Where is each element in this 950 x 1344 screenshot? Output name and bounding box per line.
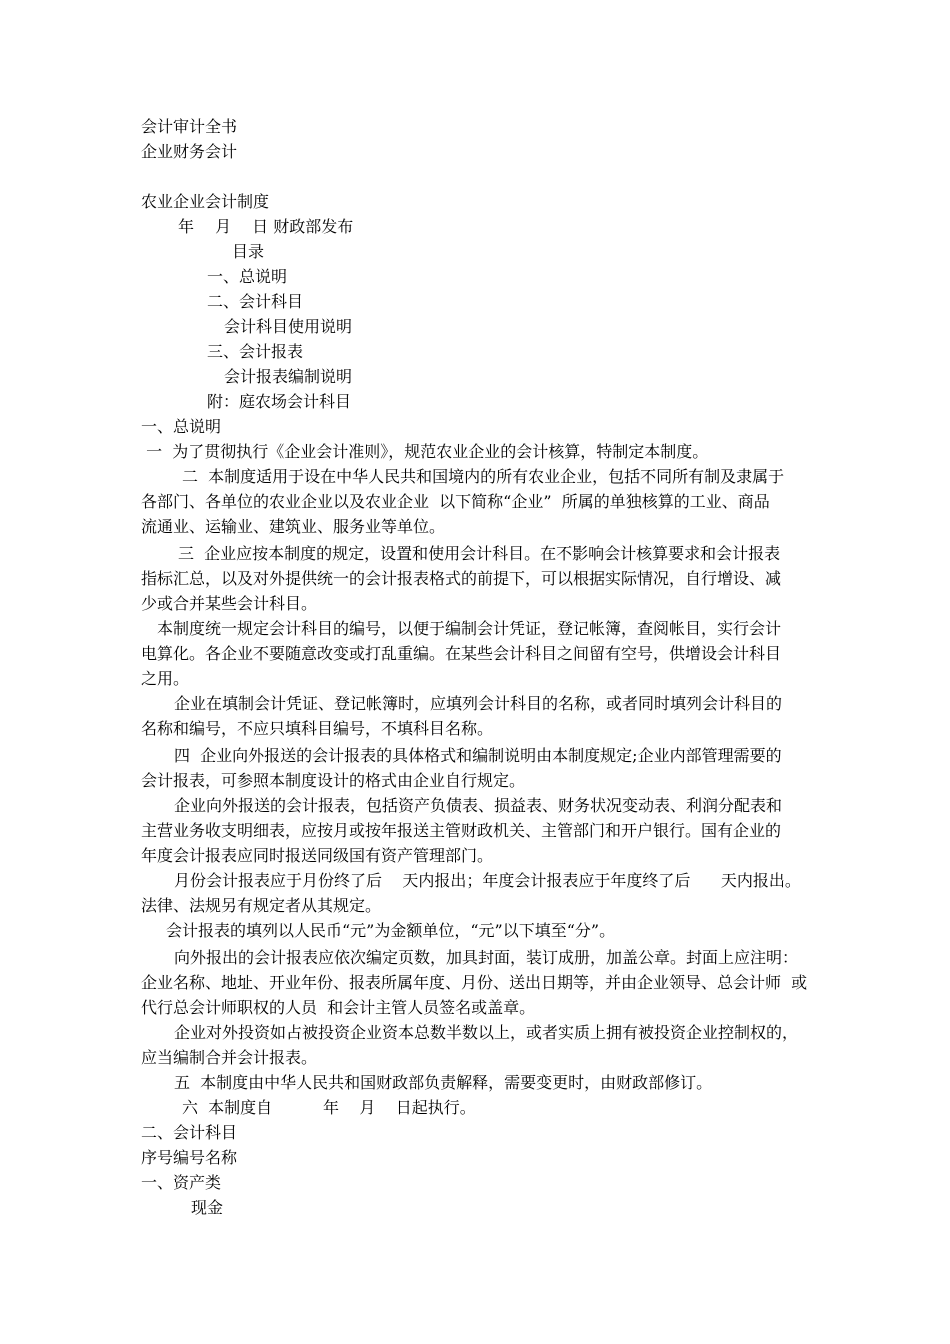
text-line: 二 本制度适用于设在中华人民共和国境内的所有农业企业，包括不同所有制及隶属于 (182, 467, 785, 486)
text-line: 代行总会计师职权的人员 和会计主管人员签名或盖章。 (141, 998, 536, 1017)
category-title: 企业财务会计 (141, 142, 238, 161)
text-line: 会计报表，可参照本制度设计的格式由企业自行规定。 (141, 771, 526, 790)
table-header-line: 序号编号名称 (141, 1148, 238, 1167)
text-line: 年度会计报表应同时报送同级国有资产管理部门。 (141, 846, 494, 865)
section-heading: 一、总说明 (141, 417, 222, 436)
text-line: 之用。 (141, 669, 190, 688)
text-line: 电算化。各企业不要随意改变或打乱重编。在某些会计科目之间留有空号，供增设会计科目 (141, 644, 782, 663)
text-line: 名称和编号，不应只填科目编号，不填科目名称。 (141, 719, 494, 738)
issue-line: 年 月 日 财政部发布 (178, 217, 354, 236)
toc-item: 附：庭农场会计科目 (207, 392, 352, 411)
text-line: 六 本制度自 年 月 日起执行。 (182, 1098, 476, 1117)
text-line: 五 本制度由中华人民共和国财政部负责解释，需要变更时，由财政部修订。 (174, 1073, 713, 1092)
text-line: 会计报表的填列以人民币“元”为金额单位，“元”以下填至“分”。 (166, 921, 616, 940)
text-line: 月份会计报表应于月份终了后 天内报出；年度会计报表应于年度终了后 天内报出。 (174, 871, 801, 890)
text-line: 企业名称、地址、开业年份、报表所属年度、月份、送出日期等，并由企业领导、总会计师 或 (141, 973, 808, 992)
text-line: 流通业、运输业、建筑业、服务业等单位。 (141, 517, 446, 536)
category-line: 一、资产类 (141, 1173, 222, 1192)
toc-item: 会计报表编制说明 (224, 367, 353, 386)
book-title: 会计审计全书 (141, 117, 238, 136)
text-line: 企业对外投资如占被投资企业资本总数半数以上，或者实质上拥有被投资企业控制权的， (174, 1023, 799, 1042)
text-line: 四 企业向外报送的会计报表的具体格式和编制说明由本制度规定;企业内部管理需要的 (174, 746, 782, 765)
text-line: 少或合并某些会计科目。 (141, 594, 318, 613)
text-line: 三 企业应按本制度的规定，设置和使用会计科目。在不影响会计核算要求和会计报表 (178, 544, 781, 563)
toc-item: 一、总说明 (207, 267, 288, 286)
text-line: 各部门、各单位的农业企业以及农业企业 以下简称“企业” 所属的单独核算的工业、商品 (141, 492, 770, 511)
text-line: 企业在填制会计凭证、登记帐簿时，应填列会计科目的名称，或者同时填列会计科目的 (174, 694, 783, 713)
document-title: 农业企业会计制度 (141, 192, 270, 211)
account-item: 现金 (191, 1198, 224, 1217)
text-line: 应当编制合并会计报表。 (141, 1048, 318, 1067)
text-line: 指标汇总，以及对外提供统一的会计报表格式的前提下，可以根据实际情况，自行增设、减 (141, 569, 782, 588)
text-line: 企业向外报送的会计报表，包括资产负债表、损益表、财务状况变动表、利润分配表和 (174, 796, 783, 815)
toc-heading: 目录 (232, 242, 265, 261)
toc-item: 三、会计报表 (207, 342, 304, 361)
section-heading: 二、会计科目 (141, 1123, 238, 1142)
toc-item: 二、会计科目 (207, 292, 304, 311)
text-line: 法律、法规另有规定者从其规定。 (141, 896, 382, 915)
text-line: 一 为了贯彻执行《企业会计准则》，规范农业企业的会计核算，特制定本制度。 (141, 442, 709, 461)
text-line: 向外报出的会计报表应依次编定页数，加具封面，装订成册，加盖公章。封面上应注明： (174, 948, 799, 967)
text-line: 主营业务收支明细表，应按月或按年报送主管财政机关、主管部门和开户银行。国有企业的 (141, 821, 782, 840)
text-line: 本制度统一规定会计科目的编号，以便于编制会计凭证，登记帐簿，查阅帐目，实行会计 (157, 619, 782, 638)
toc-item: 会计科目使用说明 (224, 317, 353, 336)
